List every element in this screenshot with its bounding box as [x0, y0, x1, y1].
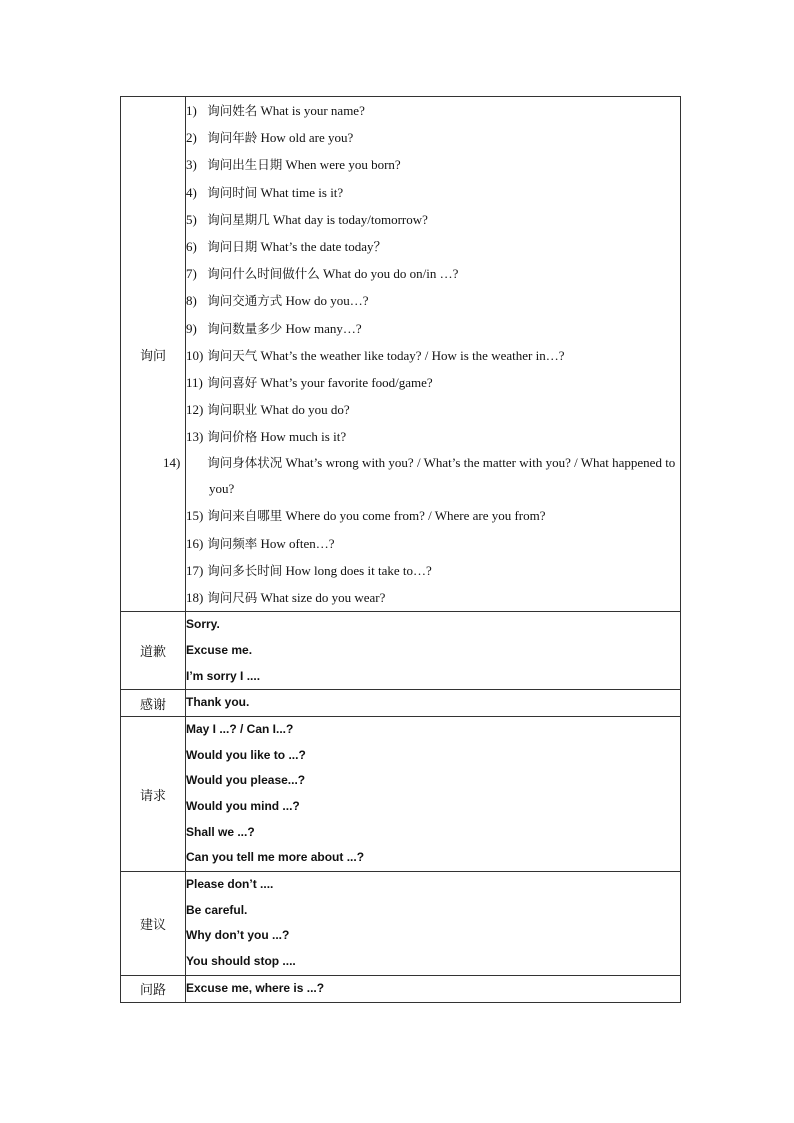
section-content-request: [186, 716, 681, 871]
section-row-request: [121, 716, 681, 871]
inquiry-item: [186, 97, 680, 124]
section-row-directions: [121, 975, 681, 1002]
item-chinese-label: 询问喜好: [207, 374, 258, 390]
inquiry-item: [186, 260, 680, 287]
list-item: I’m sorry I ....: [186, 668, 261, 683]
section-content-apology: [186, 612, 681, 690]
item-english-phrase: How much is it?: [260, 429, 347, 445]
item-chinese-label: 询问交通方式: [207, 293, 283, 309]
item-chinese-label: 询问年龄: [207, 130, 258, 146]
list-item: Excuse me.: [186, 642, 253, 657]
item-number: 15): [186, 508, 204, 524]
item-english-phrase: What do you do?: [260, 402, 350, 418]
list-item: Excuse me, where is ...?: [186, 980, 325, 995]
item-english-phrase: When were you born?: [285, 157, 401, 173]
phrases-table: [120, 96, 681, 1003]
item-number: 17): [186, 562, 204, 578]
list-item: Sorry.: [186, 617, 220, 632]
item-chinese-label: 询问时间: [207, 184, 258, 200]
inquiry-item: [186, 423, 680, 450]
item-english-phrase: What’s your favorite food/game?: [260, 374, 433, 390]
item-chinese-label: 询问出生日期: [207, 157, 283, 173]
item-english-phrase: What’s wrong with you? / What’s the matter with you? / What happened to you?: [209, 455, 676, 497]
item-number: 7): [186, 266, 197, 282]
item-english-phrase: How do you…?: [285, 293, 369, 309]
section-row-advice: [121, 872, 681, 976]
inquiry-item: [186, 206, 680, 233]
item-number: 6): [186, 238, 197, 254]
item-number: 1): [186, 103, 197, 118]
item-chinese-label: 询问身体状况: [207, 455, 283, 471]
list-item: Would you please...?: [186, 773, 306, 788]
inquiry-list: [163, 97, 680, 611]
inquiry-item: [186, 151, 680, 178]
item-english-phrase: What size do you wear?: [260, 590, 386, 605]
item-number: 14): [163, 455, 181, 471]
section-label-apology: 道歉: [121, 612, 186, 690]
inquiry-item: [186, 287, 680, 314]
item-chinese-label: 询问尺码: [207, 590, 258, 605]
item-number: 11): [186, 374, 203, 390]
list-item: Can you tell me more about ...?: [186, 850, 365, 865]
inquiry-item: [186, 396, 680, 423]
item-english-phrase: How old are you?: [260, 130, 354, 146]
inquiry-item: [186, 502, 680, 529]
item-number: 13): [186, 429, 204, 445]
item-number: 8): [186, 293, 197, 309]
section-content-directions: [186, 975, 681, 1002]
item-english-phrase: What do you do on/in …?: [323, 266, 459, 282]
section-content-advice: [186, 872, 681, 976]
item-english-phrase: How often…?: [260, 535, 335, 551]
item-english-phrase: How many…?: [285, 320, 362, 336]
section-row-inquiry: [121, 97, 681, 612]
section-content-inquiry: [163, 97, 681, 612]
section-label-inquiry: 询问: [121, 97, 186, 612]
section-row-thanks: [121, 690, 681, 717]
item-chinese-label: 询问天气: [207, 347, 258, 363]
inquiry-item: [186, 315, 680, 342]
item-number: 18): [186, 590, 204, 605]
item-english-phrase: What is your name?: [260, 103, 365, 118]
item-chinese-label: 询问姓名: [207, 103, 258, 118]
item-chinese-label: 询问日期: [207, 238, 258, 254]
section-row-apology: [121, 612, 681, 690]
item-english-phrase: What’s the weather like today? / How is the weather in…?: [260, 347, 565, 363]
inquiry-item: [186, 179, 680, 206]
section-label-directions: 问路: [121, 975, 186, 1002]
section-label-advice: 建议: [121, 872, 186, 976]
inquiry-item: [186, 124, 680, 151]
item-chinese-label: 询问数量多少: [207, 320, 283, 336]
item-chinese-label: 询问多长时间: [207, 562, 283, 578]
list-item: Be careful.: [186, 902, 248, 917]
list-item: Thank you.: [186, 695, 250, 710]
section-label-request: 请求: [121, 716, 186, 871]
item-english-phrase: How long does it take to…?: [285, 562, 432, 578]
item-number: 9): [186, 320, 197, 336]
inquiry-item: [163, 450, 680, 502]
item-chinese-label: 询问频率: [207, 535, 258, 551]
list-item: Why don’t you ...?: [186, 928, 290, 943]
item-number: 16): [186, 535, 204, 551]
item-number: 12): [186, 402, 204, 418]
list-item: Would you like to ...?: [186, 747, 306, 762]
section-content-thanks: [186, 690, 681, 717]
inquiry-item: [186, 233, 680, 260]
item-chinese-label: 询问来自哪里: [207, 508, 283, 524]
item-english-phrase: What’s the date today？: [260, 238, 387, 254]
item-number: 2): [186, 130, 197, 146]
item-number: 3): [186, 157, 197, 173]
inquiry-item: [186, 530, 680, 557]
inquiry-item: [186, 557, 680, 584]
list-item: May I ...? / Can I...?: [186, 721, 294, 736]
list-item: Please don’t ....: [186, 877, 274, 892]
inquiry-item: [186, 369, 680, 396]
item-chinese-label: 询问星期几: [207, 211, 270, 227]
item-chinese-label: 询问什么时间做什么: [207, 266, 320, 282]
item-chinese-label: 询问职业: [207, 402, 258, 418]
inquiry-item: [186, 584, 680, 611]
list-item: Shall we ...?: [186, 824, 255, 839]
item-english-phrase: Where do you come from? / Where are you from?: [285, 508, 546, 524]
list-item: Would you mind ...?: [186, 799, 300, 813]
item-number: 4): [186, 184, 197, 200]
item-english-phrase: What time is it?: [260, 184, 344, 200]
item-english-phrase: What day is today/tomorrow?: [273, 211, 428, 227]
inquiry-item: [186, 342, 680, 369]
list-item: You should stop ....: [186, 954, 296, 969]
item-chinese-label: 询问价格: [207, 429, 258, 445]
item-number: 10): [186, 347, 204, 363]
item-number: 5): [186, 211, 197, 227]
section-label-thanks: 感谢: [121, 690, 186, 717]
